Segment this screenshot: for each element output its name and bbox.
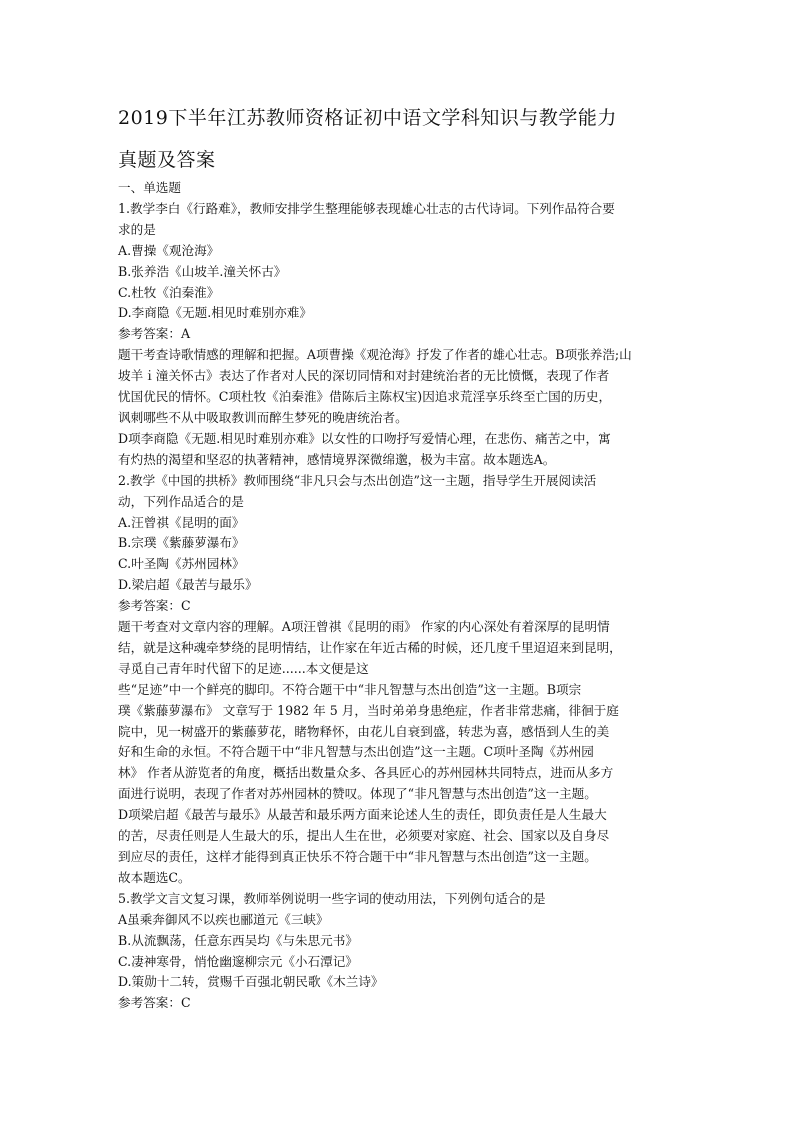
section-heading: 一、单选题	[118, 180, 181, 195]
question-5-option-d: D.策勋十二转，赏赐千百强北朝民歌《木兰诗》	[118, 974, 384, 990]
question-5-option-a: A虽乘奔御风不以疾也郦道元《三峡》	[118, 911, 329, 927]
question-1-option-c: C.杜牧《泊秦淮》	[118, 284, 220, 300]
question-2-explanation: 题干考查对文章内容的理解。A项汪曾祺《昆明的雨》 作家的内心深处有着深厚的昆明情	[118, 619, 610, 635]
question-5-option-c: C.凄神寒骨，悄怆幽邃柳宗元《小石潭记》	[118, 953, 358, 969]
question-5-answer: 参考答案：C	[118, 995, 191, 1011]
question-2-option-b: B.宗璞《紫藤萝瀑布》	[118, 535, 245, 551]
question-2-explanation: 到应尽的责任，这样才能得到真正快乐不符合题干中“非凡智慧与杰出创造”这一主题。	[118, 849, 597, 864]
question-2-answer: 参考答案：C	[118, 598, 191, 614]
question-1-explanation: 坡羊ｉ潼关怀古》表达了作者对人民的深切同情和对封建统治者的无比愤慨，表现了作者	[118, 368, 610, 384]
question-2-explanation: 面进行说明，表现了作者对苏州园林的赞叹。体现了“非凡智慧与杰出创造”这一主题。	[118, 786, 597, 802]
question-5-option-b: B.从流飘荡，任意东西吴均《与朱思元书》	[118, 932, 358, 948]
question-1-explanation: D项李商隐《无题.相见时难别亦难》以女性的口吻抒写爱情心理，在悲伤、痛苦之中，寓	[118, 430, 611, 446]
question-5-stem: 5.教学文言文复习课，教师举例说明一些字词的使动用法，下列例句适合的是	[118, 890, 546, 906]
question-1-option-a: A.曹操《观沧海》	[118, 242, 220, 258]
question-1-explanation: 忧国优民的情怀。C项杜牧《泊秦淮》借陈后主陈权宝)因追求荒淫享乐终至亡国的历史，	[118, 389, 612, 405]
question-1-option-b: B.张养浩《山坡羊.潼关怀古》	[118, 263, 287, 279]
question-1-explanation: 讽刺哪些不从中吸取教训而醉生梦死的晚唐统治者。	[118, 409, 408, 425]
document-title-line-1: 2019下半年江苏教师资格证初中语文学科知识与教学能力	[118, 107, 617, 129]
question-2-stem: 2.教学《中国的拱桥》教师围绕“非凡只会与杰出创造”这一主题，指导学生开展阅读活	[118, 472, 597, 488]
question-2-explanation: 好和生命的永恒。不符合题干中“非凡智慧与杰出创造”这一主题。C项叶圣陶《苏州园	[118, 744, 594, 760]
question-2-option-d: D.梁启超《最苦与最乐》	[118, 577, 258, 593]
question-2-explanation: 的苦，尽责任则是人生最大的乐，提出人生在世，必须要对家庭、社会、国家以及自身尽	[118, 828, 610, 844]
question-2-explanation: 院中，见一树盛开的紫藤萝花，睹物释怀，由花儿自衰到盛，转悲为喜，感悟到人生的美	[118, 723, 610, 739]
question-2-explanation: 寻觅自己青年时代留下的足迹......本文便是这	[118, 660, 369, 676]
question-1-option-d: D.李商隐《无题.相见时难别亦难》	[118, 305, 312, 321]
question-2-explanation: 些“足迹”中一个鲜亮的脚印。不符合题干中“非凡智慧与杰出创造”这一主题。B项宗	[118, 681, 582, 697]
question-1-explanation: 有灼热的渴望和坚忍的执著精神，感情境界深微绵邈，极为丰富。故本题选A。	[118, 451, 556, 467]
question-2-stem-cont: 动，下列作品适合的是	[118, 493, 244, 509]
question-1-answer: 参考答案：A	[118, 326, 191, 342]
question-1-explanation: 题干考查诗歌情感的理解和把握。A项曹操《观沧海》抒发了作者的雄心壮志。B项张养浩;山	[118, 347, 632, 363]
question-2-explanation: 璞《紫藤萝瀑布》 文章写于 1982 年 5 月，当时弟弟身患绝症，作者非常悲痛，徘徊于庭	[118, 702, 619, 718]
question-2-explanation: D项梁启超《最苦与最乐》从最苦和最乐两方面来论述人生的责任，即负责任是人生最大	[118, 807, 607, 823]
document-body	[118, 178, 678, 1014]
question-2-explanation: 结，就是这种魂牵梦绕的昆明情结，让作家在年近古稀的时候，还几度千里迢迢来到昆明，	[118, 639, 622, 655]
question-2-option-a: A.汪曾祺《昆明的面》	[118, 514, 245, 530]
question-2-option-c: C.叶圣陶《苏州园林》	[118, 556, 245, 572]
question-2-explanation: 林》 作者从游览者的角度，概括出数量众多、各具匠心的苏州园林共同特点，进而从多方	[118, 765, 614, 781]
question-1-stem-cont: 求的是	[118, 221, 156, 237]
document-title-line-2: 真题及答案	[118, 149, 216, 171]
question-1-stem: 1.教学李白《行路难》，教师安排学生整理能够表现雄心壮志的古代诗词。下列作品符合要	[118, 200, 615, 216]
question-2-explanation: 故本题选C。	[118, 869, 191, 885]
